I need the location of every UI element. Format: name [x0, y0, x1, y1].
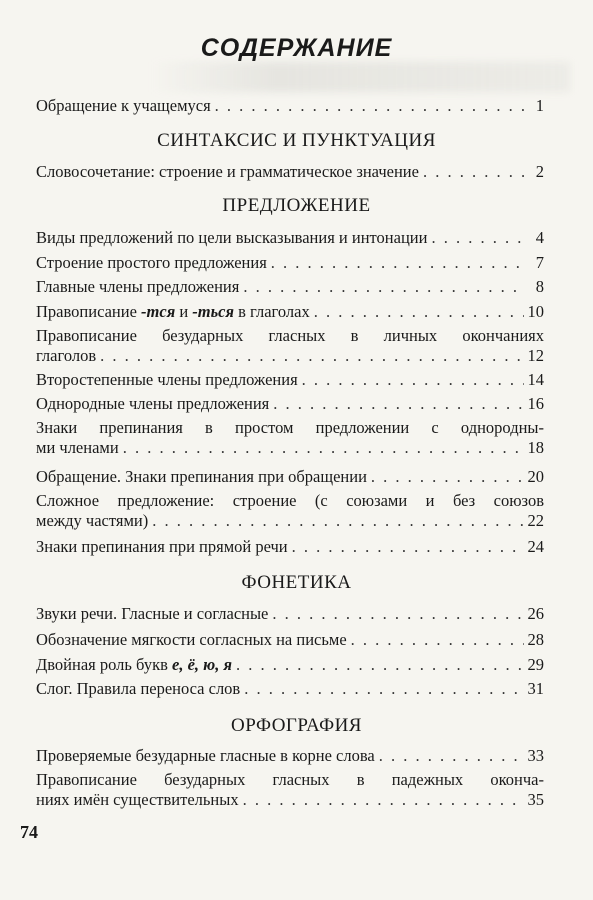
page-number: 22 [527, 511, 544, 530]
page-number: 10 [527, 302, 544, 321]
toc-entry[interactable]: Знаки препинания при прямой речи . . . 24 [36, 537, 544, 557]
toc-entry[interactable]: Двойная роль букв е, ё, ю, я . . . 29 [36, 655, 544, 675]
page-number: 1 [535, 96, 544, 115]
toc-entry[interactable]: Слог. Правила переноса слов . . . 31 [36, 679, 544, 699]
section-heading-sentence: ПРЕДЛОЖЕНИЕ [222, 195, 371, 216]
page-number: 12 [527, 346, 544, 365]
page-number: 31 [527, 679, 544, 698]
toc-entry[interactable]: Обращение. Знаки препинания при обращении . . . 20 [36, 467, 544, 487]
page-number: 8 [535, 277, 544, 296]
page-number: 18 [527, 438, 544, 457]
page-number: 16 [527, 394, 544, 413]
page-number: 2 [535, 162, 544, 181]
toc-entry[interactable]: Главные члены предложения . . . 8 [36, 277, 544, 297]
toc-entry[interactable]: Однородные члены предложения . . . 16 [36, 394, 544, 414]
page-number: 7 [535, 253, 544, 272]
toc-entry[interactable]: Знаки препинания в простом предложении с однородны- ми членами . . . 18 [36, 418, 544, 458]
toc-entry[interactable]: Обозначение мягкости согласных на письме . . . 28 [36, 630, 544, 650]
page-number: 20 [527, 467, 544, 486]
page-number: 33 [527, 746, 544, 765]
page-number: 29 [527, 655, 544, 674]
toc-entry[interactable]: Правописание -тся и -ться в глаголах . . . 10 [36, 302, 544, 322]
toc-entry[interactable]: Правописание безударных гласных в личных окончаниях глаголов . . . 12 [36, 326, 544, 366]
toc-entry[interactable]: Словосочетание: строение и грамматическое значение . . . 2 [36, 162, 544, 182]
page-number: 14 [527, 370, 544, 389]
toc-entry[interactable]: Строение простого предложения . . . 7 [36, 253, 544, 273]
page-number: 24 [527, 537, 544, 556]
toc-entry[interactable]: Виды предложений по цели высказывания и интонации . . . 4 [36, 228, 544, 248]
section-heading-orthography: ОРФОГРАФИЯ [231, 715, 362, 736]
toc-entry[interactable]: Второстепенные члены предложения . . . 14 [36, 370, 544, 390]
toc-entry[interactable]: Проверяемые безударные гласные в корне слова . . . 33 [36, 746, 544, 766]
page-number: 28 [527, 630, 544, 649]
bleed-through-smudge [150, 62, 570, 92]
toc-entry-intro[interactable]: Обращение к учащемуся . . . 1 [36, 96, 544, 116]
page-number: 35 [527, 790, 544, 809]
toc-entry[interactable]: Звуки речи. Гласные и согласные . . . 26 [36, 604, 544, 624]
page-folio: 74 [20, 822, 38, 842]
page-number: 26 [527, 604, 544, 623]
section-heading-syntax: СИНТАКСИС И ПУНКТУАЦИЯ [157, 130, 436, 151]
page-title: СОДЕРЖАНИЕ [200, 34, 393, 62]
page-number: 4 [535, 228, 544, 247]
section-heading-phonetics: ФОНЕТИКА [241, 572, 352, 593]
toc-entry[interactable]: Сложное предложение: строение (с союзами и без союзов между частями) . . . 22 [36, 491, 544, 531]
toc-entry[interactable]: Правописание безударных гласных в падежных оконча- ниях имён существительных . . . 35 [36, 770, 544, 810]
